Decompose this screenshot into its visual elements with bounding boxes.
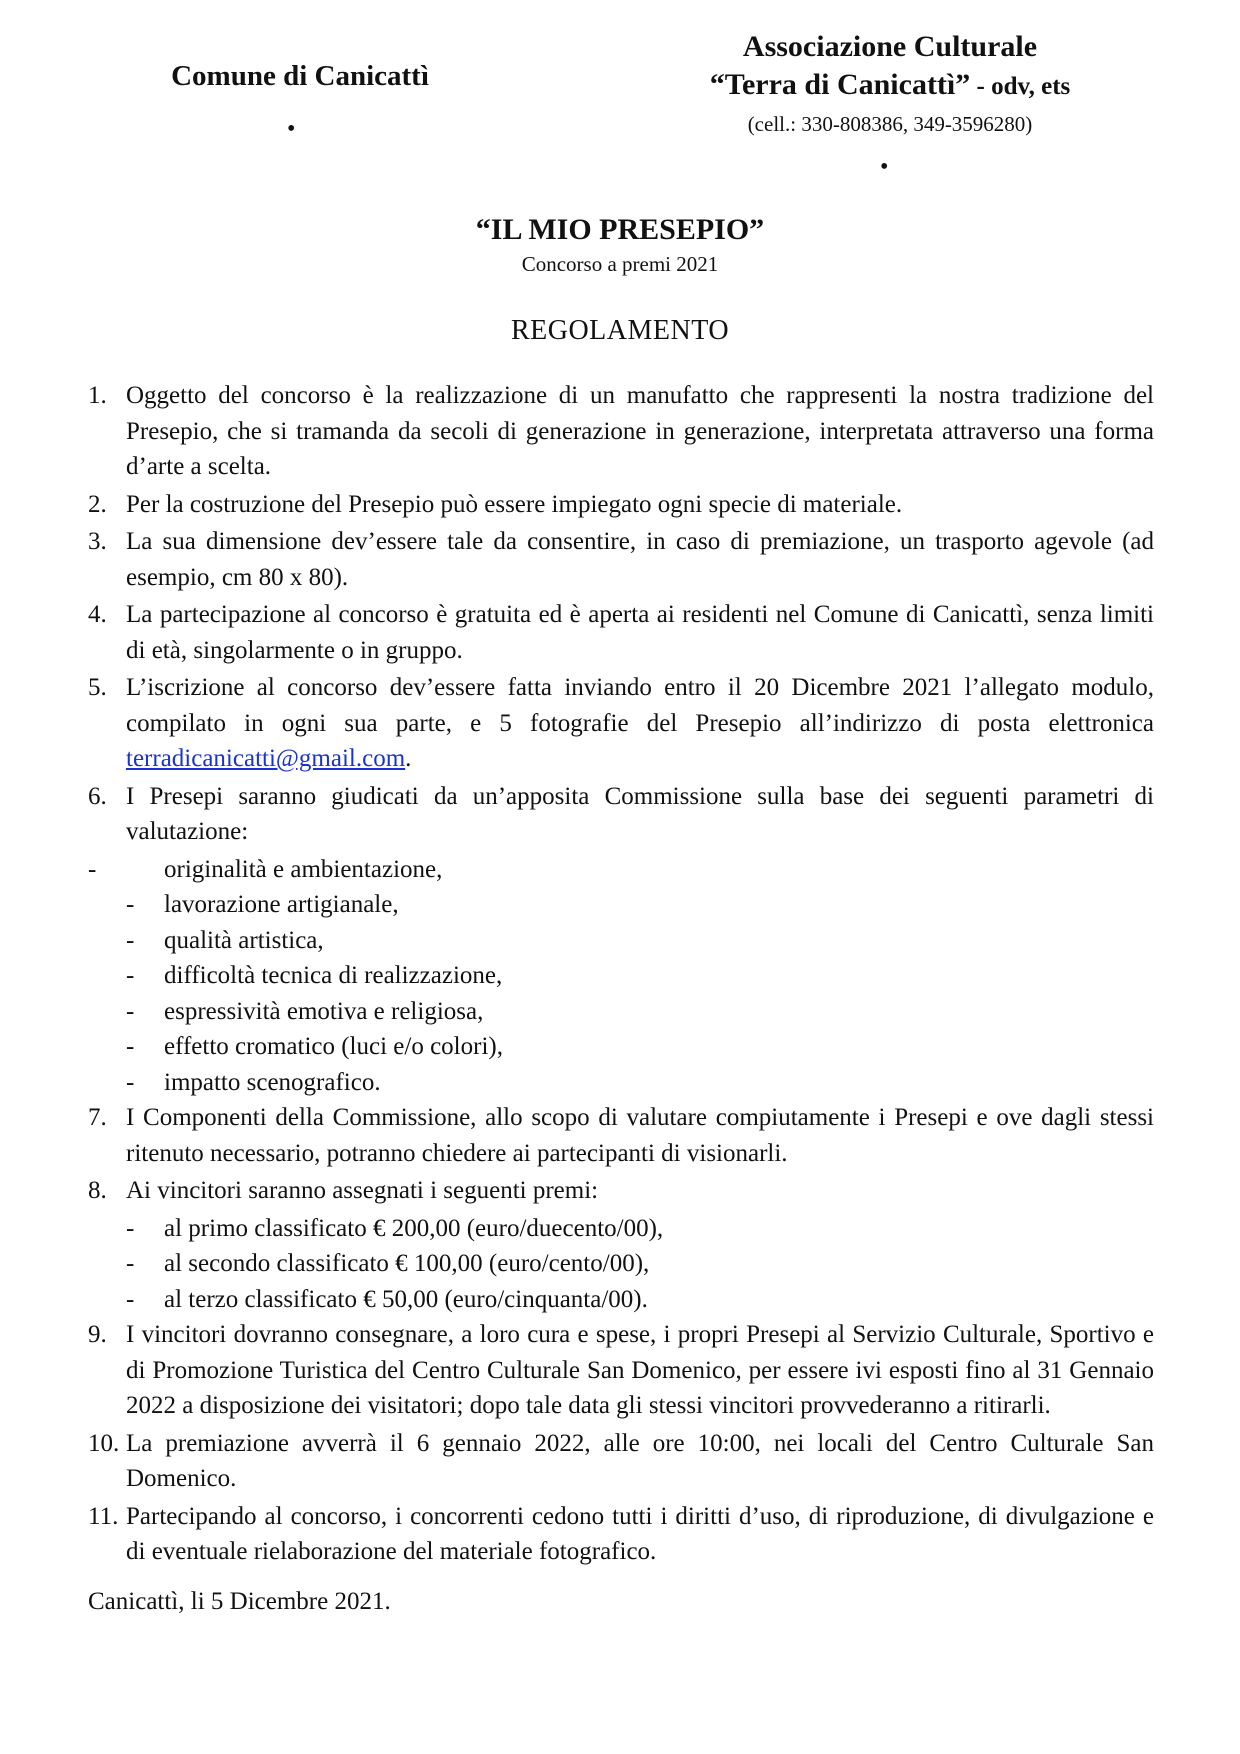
criteria-item (126, 923, 1154, 959)
rule-number: 6. (88, 782, 107, 810)
rule-number: 9. (88, 1321, 107, 1348)
criteria-text: originalità e ambientazione, (164, 855, 443, 883)
association-phone: (cell.: 330-808386, 349-3596280) (747, 112, 1033, 136)
association-suffix: - odv, ets (970, 73, 1071, 100)
dash-marker: - (126, 997, 135, 1025)
dash-marker: - (126, 891, 135, 918)
rule-item (88, 1317, 1154, 1424)
rule-text: I vincitori dovranno consegnare, a loro cura e spese, i propri Presepi al Servizio Culturale, Sportivo e di Promozione Turistica del Centro Culturale San Domenico, per essere ivi esposti fino al 31 Gennaio 2022 a disposizione dei visitatori; dopo tale data gli stessi vincitori provvederanno a ritirarli. (126, 1321, 1154, 1419)
municipality-name: Comune di Canicattì (171, 60, 429, 92)
rule-number: 4. (88, 601, 107, 628)
rule-text: Per la costruzione del Presepio può essere impiegato ogni specie di materiale. (126, 490, 903, 518)
rule-text: Partecipando al concorso, i concorrenti cedono tutti i diritti d’uso, di riproduzione, di divulgazione e di eventuale rielaborazione del materiale fotografico. (126, 1502, 1154, 1565)
dash-marker: - (126, 926, 135, 954)
criteria-text: effetto cromatico (luci e/o colori), (164, 1033, 503, 1060)
criteria-text: espressività emotiva e religiosa, (164, 997, 484, 1025)
rule-text: I Componenti della Commissione, allo scopo di valutare compiutamente i Presepi e ove dagli stessi ritenuto necessario, potranno chiedere ai partecipanti di visionarli. (126, 1104, 1154, 1167)
rule-text: La partecipazione al concorso è gratuita ed è aperta ai residenti nel Comune di Canicattì, senza limiti di età, singolarmente o in gruppo. (126, 601, 1154, 664)
email-link[interactable]: terradicanicatti@gmail.com (126, 745, 406, 772)
criteria-item (88, 852, 1154, 888)
dash-marker: - (126, 1285, 135, 1313)
rule-number: 7. (88, 1104, 107, 1131)
document-title: “IL MIO PRESEPIO” (475, 213, 765, 246)
bullet-right: • (880, 154, 889, 180)
rule-number: 10. (88, 1429, 120, 1457)
dash-marker: - (126, 962, 135, 989)
document-subtitle: Concorso a premi 2021 (521, 252, 719, 276)
rule-text-end: . (405, 745, 412, 772)
rule-text (126, 670, 1154, 777)
dash-marker: - (126, 1068, 135, 1096)
prize-item (126, 1211, 1154, 1247)
criteria-item (126, 1029, 1154, 1065)
rule-number: 8. (88, 1177, 107, 1204)
dash-marker: - (126, 1250, 135, 1277)
criteria-item (126, 958, 1154, 994)
prize-item (126, 1246, 1154, 1282)
rule-item (88, 670, 1154, 777)
rule-number: 3. (88, 528, 107, 555)
criteria-item (126, 1065, 1154, 1101)
prize-text: al secondo classificato € 100,00 (euro/cento/00), (164, 1250, 650, 1277)
association-header (660, 28, 1120, 137)
criteria-text: impatto scenografico. (164, 1068, 381, 1096)
criteria-text: difficoltà tecnica di realizzazione, (164, 962, 503, 989)
criteria-text: qualità artistica, (164, 926, 324, 954)
rule-text: La premiazione avverrà il 6 gennaio 2022, alle ore 10:00, nei locali del Centro Culturale San Domenico. (126, 1429, 1154, 1492)
signature-date: Canicattì, li 5 Dicembre 2021. (88, 1587, 391, 1615)
rule-item (88, 487, 1154, 523)
rule-text: I Presepi saranno giudicati da un’apposita Commissione sulla base dei seguenti parametri di valutazione: (126, 782, 1154, 845)
rule-number: 11. (88, 1502, 119, 1530)
rule-text-part: L’iscrizione al concorso dev’essere fatta inviando entro il 20 Dicembre 2021 l’allegato modulo, compilato in ogni sua parte, e 5 fotografie del Presepio all’indirizzo di posta elettronica (126, 674, 1154, 737)
dash-marker: - (126, 1214, 135, 1242)
rule-item (88, 1173, 1154, 1209)
rule-item (88, 1426, 1154, 1497)
prize-item (126, 1282, 1154, 1318)
association-name-line2 (660, 66, 1120, 106)
prize-text: al terzo classificato € 50,00 (euro/cinquanta/00). (164, 1285, 648, 1313)
rule-text: Ai vincitori saranno assegnati i seguenti premi: (126, 1177, 599, 1204)
association-name-line1: Associazione Culturale (742, 30, 1038, 63)
rule-item (88, 1499, 1154, 1570)
criteria-text: lavorazione artigianale, (164, 891, 399, 918)
rule-number: 5. (88, 674, 107, 701)
rule-item (88, 1100, 1154, 1171)
rules-body (88, 378, 1154, 1619)
rule-item (88, 597, 1154, 668)
prize-text: al primo classificato € 200,00 (euro/duecento/00), (164, 1214, 664, 1242)
rule-text: La sua dimensione dev’essere tale da consentire, in caso di premiazione, un trasporto agevole (ad esempio, cm 80 x 80). (126, 528, 1154, 591)
section-heading: REGOLAMENTO (510, 315, 730, 346)
rule-number: 2. (88, 490, 107, 518)
rule-text: Oggetto del concorso è la realizzazione di un manufatto che rappresenti la nostra tradizione del Presepio, che si tramanda da secoli di generazione in generazione, interpretata attraverso una forma d’arte a scelta. (126, 382, 1154, 480)
criteria-item (126, 994, 1154, 1030)
dash-marker: - (126, 1033, 135, 1060)
criteria-item (126, 887, 1154, 923)
dash-marker: - (88, 855, 97, 883)
association-name: “Terra di Canicattì” (709, 68, 971, 101)
rule-item (88, 779, 1154, 850)
bullet-left: • (287, 116, 296, 142)
rule-item (88, 524, 1154, 595)
rule-item (88, 378, 1154, 485)
rule-number: 1. (88, 382, 107, 409)
